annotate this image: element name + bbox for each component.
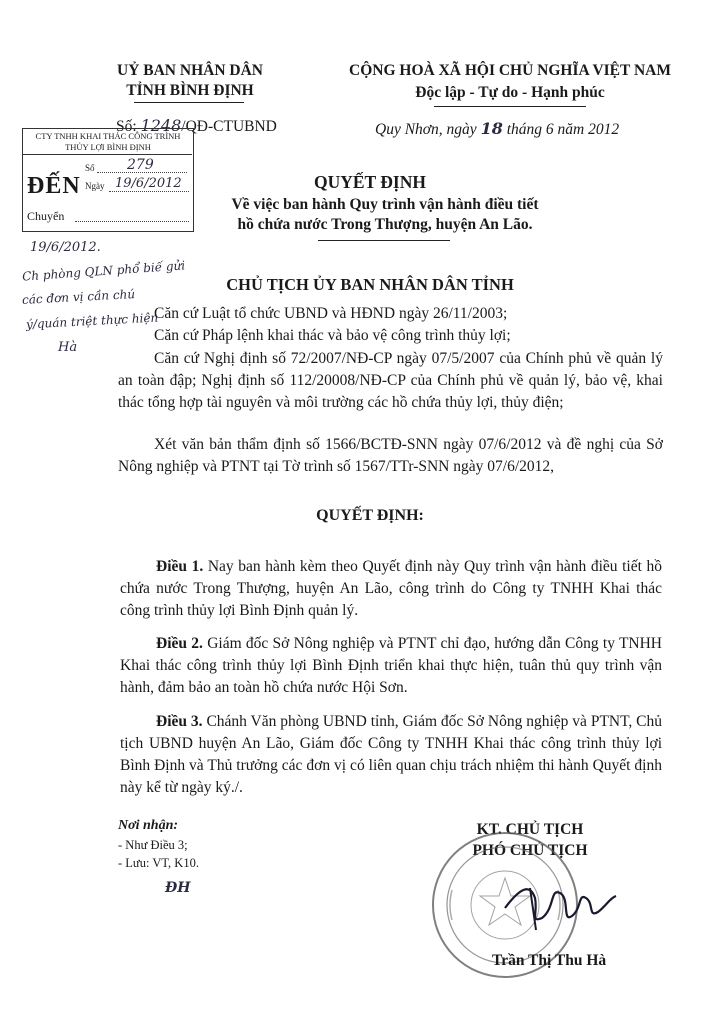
decision-heading: QUYẾT ĐỊNH:	[316, 507, 424, 524]
stamp-divider	[23, 154, 192, 155]
stamp-den-label: ĐẾN	[27, 173, 81, 199]
number-handwritten: 1248	[140, 116, 182, 135]
article-3-text: Chánh Văn phòng UBND tỉnh, Giám đốc Sở Nông nghiệp và PTNT, Chủ tịch UBND huyện An Lão, Giám đốc Công ty TNHH Khai thác công trình thủy lợi Bình Định và Thủ trưởng các đơn vị có liên quan chịu trách nhiệm thi hành Quyết định này kể từ ngày ký./.	[120, 713, 663, 796]
signer-name: Trần Thị Thu Hà	[492, 952, 607, 969]
authority-heading: CHỦ TỊCH ỦY BAN NHÂN DÂN TỈNH	[226, 275, 514, 294]
basis-law: Căn cứ Luật tổ chức UBND và HĐND ngày 26/11/2003;	[154, 305, 508, 322]
basis-appraisal: Xét văn bản thẩm định số 1566/BCTĐ-SNN ngày 07/6/2012 và đề nghị của Sở Nông nghiệp và PTNT tại Tờ trình số 1567/TTr-SNN ngày 07/6/2012,	[118, 436, 663, 475]
received-stamp	[22, 128, 194, 232]
note-line-3: các đơn vị cần chú	[21, 287, 136, 307]
number-suffix: /QĐ-CTUBND	[181, 118, 277, 135]
document-title: QUYẾT ĐỊNH	[314, 172, 426, 192]
country-name: CỘNG HOÀ XÃ HỘI CHỦ NGHĨA VIỆT NAM	[349, 62, 671, 79]
date-prefix: Quy Nhơn, ngày	[375, 121, 477, 138]
stamp-ngay-label: Ngày	[85, 181, 105, 191]
stamp-chuyen-label: Chuyển	[27, 209, 65, 223]
province-name: TỈNH BÌNH ĐỊNH	[126, 82, 254, 99]
note-date: 19/6/2012.	[30, 240, 101, 255]
note-initial: Hà	[58, 340, 78, 355]
article-1-label: Điều 1.	[156, 558, 204, 575]
subject-underline	[318, 240, 450, 241]
article-1-text: Nay ban hành kèm theo Quyết định này Quy trình vận hành điều tiết hồ chứa nước Trong Thượng, huyện An Lão, công trình do Công ty TNHH Khai thác công trình thủy lợi Bình Định quản lý.	[120, 558, 663, 619]
subject-line-2: hồ chứa nước Trong Thượng, huyện An Lão.	[237, 216, 533, 233]
basis-decrees: Căn cứ Nghị định số 72/2007/NĐ-CP ngày 07/5/2007 của Chính phủ về quản lý an toàn đập; Nghị định số 112/20008/NĐ-CP của Chính phủ về quản lý, bảo vệ, khai thác tổng hợp tài nguyên và môi trường các hồ chứa thủy lợi, thủy điện;	[118, 350, 663, 411]
org-underline	[134, 102, 244, 103]
number-prefix: Số:	[116, 118, 137, 135]
date-rest: tháng 6 năm 2012	[506, 121, 620, 138]
signature-title-1: KT. CHỦ TỊCH	[476, 821, 584, 838]
motto-underline	[434, 106, 586, 107]
stamp-chuyen-line	[75, 221, 189, 222]
stamp-ngay-line	[109, 191, 189, 192]
article-2-label: Điều 2.	[156, 635, 203, 652]
clerk-initials: ĐH	[165, 880, 191, 896]
stamp-so-label: Số	[85, 163, 95, 173]
date-day: 18	[480, 119, 503, 138]
note-line-4: ý/quán triệt thực hiện	[25, 310, 159, 332]
subject-line-1: Về việc ban hành Quy trình vận hành điều tiết	[231, 196, 539, 213]
motto: Độc lập - Tự do - Hạnh phúc	[415, 84, 605, 101]
article-3-label: Điều 3.	[156, 713, 203, 730]
signature-title-2: PHÓ CHỦ TỊCH	[472, 842, 588, 859]
stamp-company-line2: THỦY LỢI BÌNH ĐỊNH	[65, 142, 151, 152]
org-name: UỶ BAN NHÂN DÂN	[117, 62, 263, 79]
basis-ordinance: Căn cứ Pháp lệnh khai thác và bảo vệ công trình thủy lợi;	[154, 327, 511, 344]
stamp-ngay-value: 19/6/2012	[115, 176, 182, 191]
handwritten-signature	[500, 868, 620, 938]
article-2-text: Giám đốc Sở Nông nghiệp và PTNT chỉ đạo, hướng dẫn Công ty TNHH Khai thác công trình thủy lợi Bình Định triển khai thực hiện, tuân thủ quy trình vận hành, đảm bảo an toàn hồ chứa nước Hội Sơn.	[120, 635, 662, 696]
recipients-label: Nơi nhận:	[118, 818, 179, 833]
article-3	[120, 711, 662, 799]
recipient-item-2: - Lưu: VT, K10.	[118, 856, 199, 870]
stamp-so-value: 279	[127, 157, 154, 173]
issue-date	[375, 119, 619, 139]
stamp-company-line1: CTY TNHH KHAI THÁC CÔNG TRÌNH	[35, 131, 181, 141]
recipient-item-1: - Như Điều 3;	[118, 838, 188, 852]
article-1	[120, 556, 662, 622]
note-line-2: Ch phòng QLN phổ biế gửi	[21, 258, 186, 284]
article-2	[120, 633, 662, 699]
